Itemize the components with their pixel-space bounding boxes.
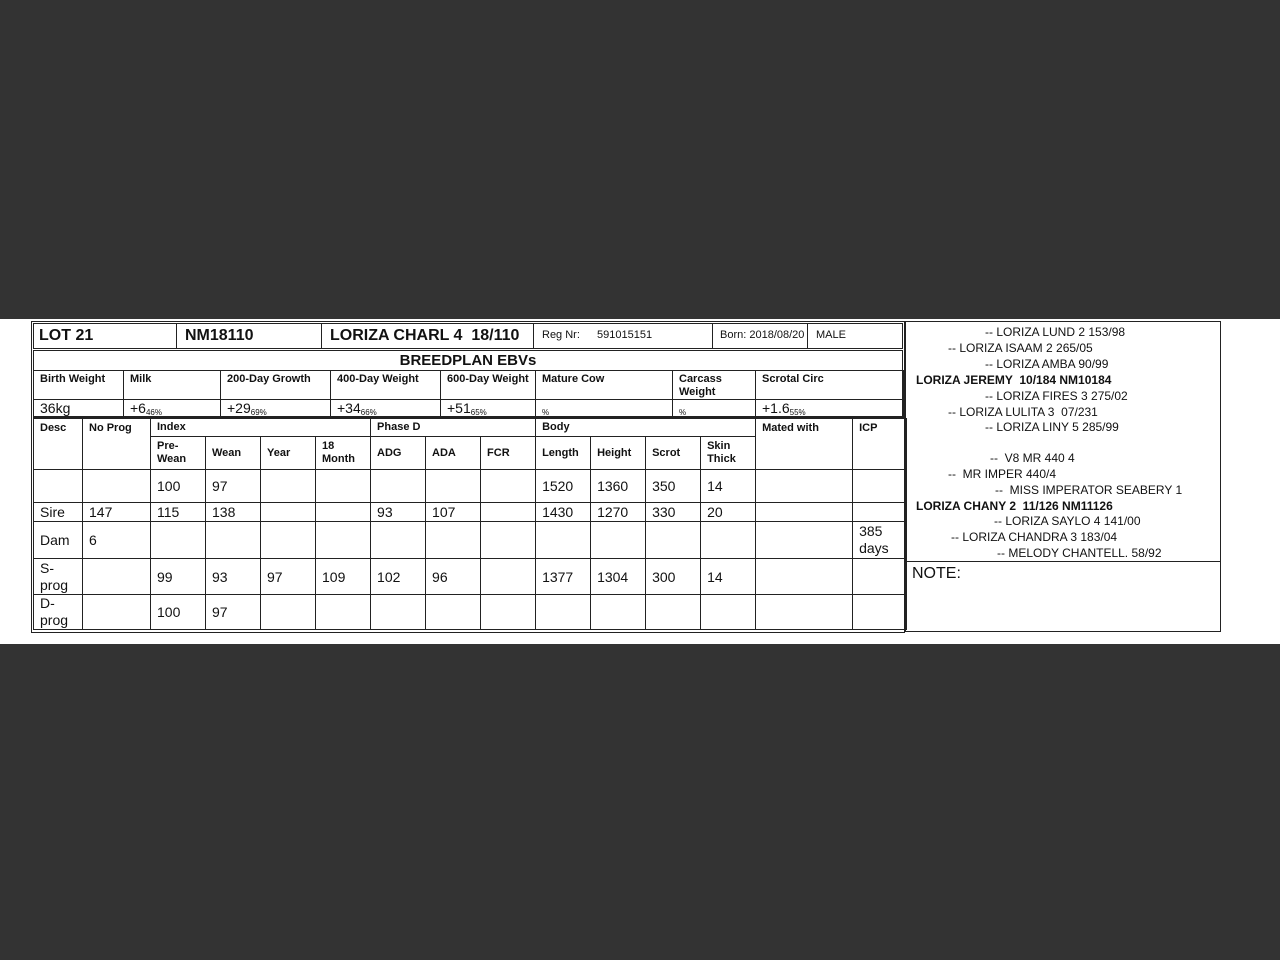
ebv-value-birth-weight: 36kg (34, 400, 124, 418)
cell-ada (426, 522, 481, 559)
reg-label: Reg Nr: (542, 329, 580, 341)
cell-no-prog: 147 (83, 503, 151, 522)
ebv-header-200-day: 200-Day Growth (221, 371, 331, 400)
cell-scrot (646, 522, 701, 559)
id-cell (177, 323, 322, 349)
pedigree-sire-dam-sire: -- LORIZA FIRES 3 275/02 (985, 389, 1128, 403)
ebv-header-milk: Milk (124, 371, 221, 400)
cell-desc: D-prog (34, 595, 83, 630)
cell-mated-with (756, 503, 853, 522)
animal-id: NM18110 (185, 327, 254, 344)
pedigree-dam-sire-sire: -- V8 MR 440 4 (990, 451, 1075, 465)
pedigree-sire-sire: -- LORIZA LUND 2 153/98 (985, 325, 1126, 339)
table-row (34, 522, 907, 559)
cell-icp (853, 470, 907, 503)
cell-wean: 138 (206, 503, 261, 522)
table-row (34, 559, 907, 595)
pedigree-sire: LORIZA JEREMY 10/184 NM10184 (916, 373, 1112, 387)
cell-pre-wean (151, 522, 206, 559)
ebv-value-mature-cow: % (536, 400, 673, 418)
perf-subhead-scrot: Scrot (646, 437, 701, 470)
cell-no-prog (83, 559, 151, 595)
cell-ada (426, 470, 481, 503)
cell-18-month (316, 470, 371, 503)
name-cell (322, 323, 534, 349)
reg-number: 591015151 (597, 329, 653, 341)
perf-subhead-fcr: FCR (481, 437, 536, 470)
cell-length (536, 522, 591, 559)
perf-subhead-18-month: 18 Month (316, 437, 371, 470)
cell-wean (206, 522, 261, 559)
cell-mated-with (756, 595, 853, 630)
cell-length: 1430 (536, 503, 591, 522)
cell-no-prog: 6 (83, 522, 151, 559)
born-date: Born: 2018/08/20 (720, 329, 805, 341)
ebv-header-600-day: 600-Day Weight (441, 371, 536, 400)
cell-18-month: 109 (316, 559, 371, 595)
perf-header-index: Index (151, 419, 371, 437)
cell-skin-thick: 14 (701, 470, 756, 503)
cell-adg (371, 595, 426, 630)
cell-skin-thick (701, 522, 756, 559)
cell-mated-with (756, 470, 853, 503)
cell-adg (371, 522, 426, 559)
cell-wean: 97 (206, 470, 261, 503)
pedigree-sire-sire-line: -- LORIZA ISAAM 2 265/05 (948, 341, 1093, 355)
perf-header-icp: ICP (853, 419, 907, 470)
pedigree-dam-dam-dam: -- MELODY CHANTELL. 58/92 (997, 546, 1162, 560)
cell-pre-wean: 100 (151, 595, 206, 630)
ebv-value-600-day: $+51_{65\%}$ (441, 400, 536, 418)
cell-18-month (316, 503, 371, 522)
cell-year: 97 (261, 559, 316, 595)
cell-year (261, 522, 316, 559)
pedigree-sire-dam: -- LORIZA LULITA 3 07/231 (948, 405, 1098, 419)
cell-fcr (481, 595, 536, 630)
cell-height (591, 595, 646, 630)
perf-subhead-length: Length (536, 437, 591, 470)
ebv-header-400-day: 400-Day Weight (331, 371, 441, 400)
cell-height: 1360 (591, 470, 646, 503)
ebv-header-mature-cow: Mature Cow (536, 371, 673, 400)
cell-mated-with (756, 559, 853, 595)
cell-scrot: 330 (646, 503, 701, 522)
performance-table (33, 418, 907, 630)
cell-fcr (481, 559, 536, 595)
lot-number: LOT 21 (39, 327, 94, 344)
note-divider (906, 561, 1220, 562)
lot-card (0, 319, 1280, 644)
cell-no-prog (83, 470, 151, 503)
cell-mated-with (756, 522, 853, 559)
lot-cell (33, 323, 177, 349)
cell-length (536, 595, 591, 630)
cell-fcr (481, 503, 536, 522)
pedigree-dam-dam-sire: -- LORIZA SAYLO 4 141/00 (994, 514, 1141, 528)
ebv-header-carcass-weight: Carcass Weight (673, 371, 756, 400)
note-label: NOTE: (912, 565, 961, 582)
cell-wean: 97 (206, 595, 261, 630)
cell-desc: S-prog (34, 559, 83, 595)
perf-subhead-adg: ADG (371, 437, 426, 470)
cell-adg: 93 (371, 503, 426, 522)
cell-wean: 93 (206, 559, 261, 595)
cell-year (261, 595, 316, 630)
perf-header-mated-with: Mated with (756, 419, 853, 470)
pedigree-dam: LORIZA CHANY 2 11/126 NM11126 (916, 499, 1113, 513)
ebv-header-birth-weight: Birth Weight (34, 371, 124, 400)
perf-subhead-skin-thick: Skin Thick (701, 437, 756, 470)
cell-height (591, 522, 646, 559)
cell-pre-wean: 100 (151, 470, 206, 503)
cell-ada: 107 (426, 503, 481, 522)
perf-header-body: Body (536, 419, 756, 437)
perf-subhead-year: Year (261, 437, 316, 470)
header-row (33, 323, 903, 349)
pedigree-dam-sire: -- MR IMPER 440/4 (948, 467, 1057, 481)
cell-scrot (646, 595, 701, 630)
cell-skin-thick (701, 595, 756, 630)
cell-18-month (316, 522, 371, 559)
cell-ada (426, 595, 481, 630)
cell-18-month (316, 595, 371, 630)
ebv-value-400-day: $+34_{66\%}$ (331, 400, 441, 418)
cell-no-prog (83, 595, 151, 630)
cell-scrot: 300 (646, 559, 701, 595)
born-cell (713, 323, 808, 349)
cell-desc: Sire (34, 503, 83, 522)
perf-header-desc: Desc (34, 419, 83, 470)
cell-icp (853, 595, 907, 630)
breedplan-block (33, 350, 903, 417)
sex-cell (808, 323, 904, 349)
pedigree-dam-sire-dam: -- MISS IMPERATOR SEABERY 1 (995, 483, 1183, 497)
cell-desc (34, 470, 83, 503)
perf-subhead-pre-wean: Pre-Wean (151, 437, 206, 470)
ebv-value-200-day: $+29_{69\%}$ (221, 400, 331, 418)
perf-subhead-height: Height (591, 437, 646, 470)
perf-subhead-wean: Wean (206, 437, 261, 470)
sex-value: MALE (816, 329, 846, 341)
ebv-value-scrotal-circ: $+1.6_{55\%}$ (756, 400, 904, 418)
breedplan-title: BREEDPLAN EBVs (399, 352, 537, 369)
ebv-header-scrotal-circ: Scrotal Circ (756, 371, 904, 400)
ebv-value-carcass-weight: % (673, 400, 756, 418)
table-row (34, 470, 907, 503)
animal-name: LORIZA CHARL 4 18/110 (330, 327, 520, 344)
cell-height: 1270 (591, 503, 646, 522)
cell-scrot: 350 (646, 470, 701, 503)
cell-icp (853, 559, 907, 595)
perf-subhead-ada: ADA (426, 437, 481, 470)
reg-cell (534, 323, 713, 349)
cell-adg (371, 470, 426, 503)
cell-icp: 385 days (853, 522, 907, 559)
perf-header-phase-d: Phase D (371, 419, 536, 437)
cell-skin-thick: 20 (701, 503, 756, 522)
breedplan-table (33, 370, 904, 418)
cell-pre-wean: 115 (151, 503, 206, 522)
cell-fcr (481, 522, 536, 559)
table-row (34, 503, 907, 522)
pedigree-sire-dam-dam: -- LORIZA LINY 5 285/99 (985, 420, 1119, 434)
pedigree-panel (905, 321, 1221, 632)
pedigree-sire-sire-dam: -- LORIZA AMBA 90/99 (985, 357, 1109, 371)
cell-pre-wean: 99 (151, 559, 206, 595)
table-row (34, 595, 907, 630)
cell-year (261, 470, 316, 503)
cell-ada: 96 (426, 559, 481, 595)
cell-icp (853, 503, 907, 522)
cell-length: 1377 (536, 559, 591, 595)
cell-fcr (481, 470, 536, 503)
cell-length: 1520 (536, 470, 591, 503)
cell-year (261, 503, 316, 522)
cell-desc: Dam (34, 522, 83, 559)
ebv-value-milk: $+6_{46\%}$ (124, 400, 221, 418)
cell-height: 1304 (591, 559, 646, 595)
cell-adg: 102 (371, 559, 426, 595)
pedigree-dam-dam: -- LORIZA CHANDRA 3 183/04 (951, 530, 1118, 544)
cell-skin-thick: 14 (701, 559, 756, 595)
perf-header-no-prog: No Prog (83, 419, 151, 470)
